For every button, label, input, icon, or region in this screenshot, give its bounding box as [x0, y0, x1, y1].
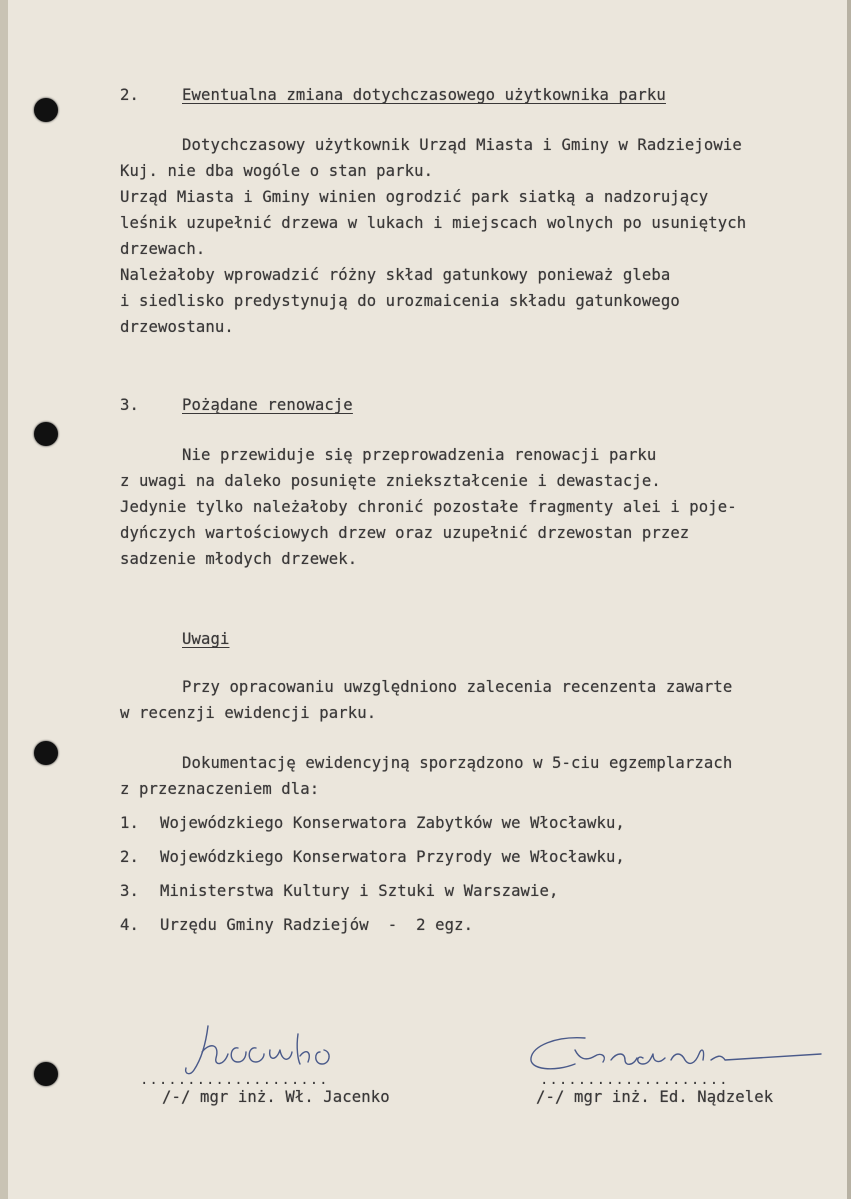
list-item: Ministerstwa Kultury i Sztuki w Warszawie,	[160, 882, 559, 900]
section-2-line: leśnik uzupełnić drzewa w lukach i miejscach wolnych po usuniętych	[120, 214, 747, 232]
list-item: Urzędu Gminy Radziejów - 2 egz.	[160, 916, 474, 934]
section-2-line: i siedlisko predystynują do urozmaicenia składu gatunkowego	[120, 292, 680, 310]
uwagi-para1-line: w recenzji ewidencji parku.	[120, 704, 377, 722]
list-item-number: 4.	[120, 916, 139, 934]
uwagi-para2-line: z przeznaczeniem dla:	[120, 780, 320, 798]
uwagi-para2-line: Dokumentację ewidencyjną sporządzono w 5-ciu egzemplarzach	[182, 754, 733, 772]
section-3-line: sadzenie młodych drzewek.	[120, 550, 358, 568]
list-item-number: 1.	[120, 814, 139, 832]
signature-left-dotted-line: ....................	[140, 1072, 329, 1088]
punch-hole-icon	[34, 1062, 58, 1086]
section-3-number: 3.	[120, 396, 139, 414]
section-3-heading: Pożądane renowacje	[182, 396, 353, 414]
section-2-line: drzewach.	[120, 240, 206, 258]
signature-left-name: /-/ mgr inż. Wł. Jacenko	[162, 1088, 390, 1106]
list-item-number: 3.	[120, 882, 139, 900]
paper-edge-right	[847, 0, 851, 1199]
punch-hole-icon	[34, 422, 58, 446]
section-3-line: Nie przewiduje się przeprowadzenia renowacji parku	[182, 446, 657, 464]
list-item-number: 2.	[120, 848, 139, 866]
section-2-line: Kuj. nie dba wogóle o stan parku.	[120, 162, 434, 180]
section-2-line: Urząd Miasta i Gminy winien ogrodzić park siatką a nadzorujący	[120, 188, 709, 206]
section-3-line: z uwagi na daleko posunięte zniekształcenie i dewastacje.	[120, 472, 661, 490]
signature-right-name: /-/ mgr inż. Ed. Nądzelek	[536, 1088, 774, 1106]
list-item: Wojewódzkiego Konserwatora Zabytków we Włocławku,	[160, 814, 625, 832]
punch-hole-icon	[34, 98, 58, 122]
paper-edge-left	[0, 0, 8, 1199]
section-2-line: Dotychczasowy użytkownik Urząd Miasta i Gminy w Radziejowie	[182, 136, 742, 154]
punch-hole-icon	[34, 741, 58, 765]
section-2-line: Należałoby wprowadzić różny skład gatunkowy ponieważ gleba	[120, 266, 671, 284]
section-3-line: Jedynie tylko należałoby chronić pozostałe fragmenty alei i poje-	[120, 498, 737, 516]
uwagi-heading: Uwagi	[182, 630, 230, 648]
signature-right-dotted-line: ....................	[540, 1072, 729, 1088]
section-3-line: dyńczych wartościowych drzew oraz uzupełnić drzewostan przez	[120, 524, 690, 542]
section-2-number: 2.	[120, 86, 139, 104]
section-2-line: drzewostanu.	[120, 318, 234, 336]
section-2-heading: Ewentualna zmiana dotychczasowego użytkownika parku	[182, 86, 666, 104]
list-item: Wojewódzkiego Konserwatora Przyrody we Włocławku,	[160, 848, 625, 866]
uwagi-para1-line: Przy opracowaniu uwzględniono zalecenia recenzenta zawarte	[182, 678, 733, 696]
